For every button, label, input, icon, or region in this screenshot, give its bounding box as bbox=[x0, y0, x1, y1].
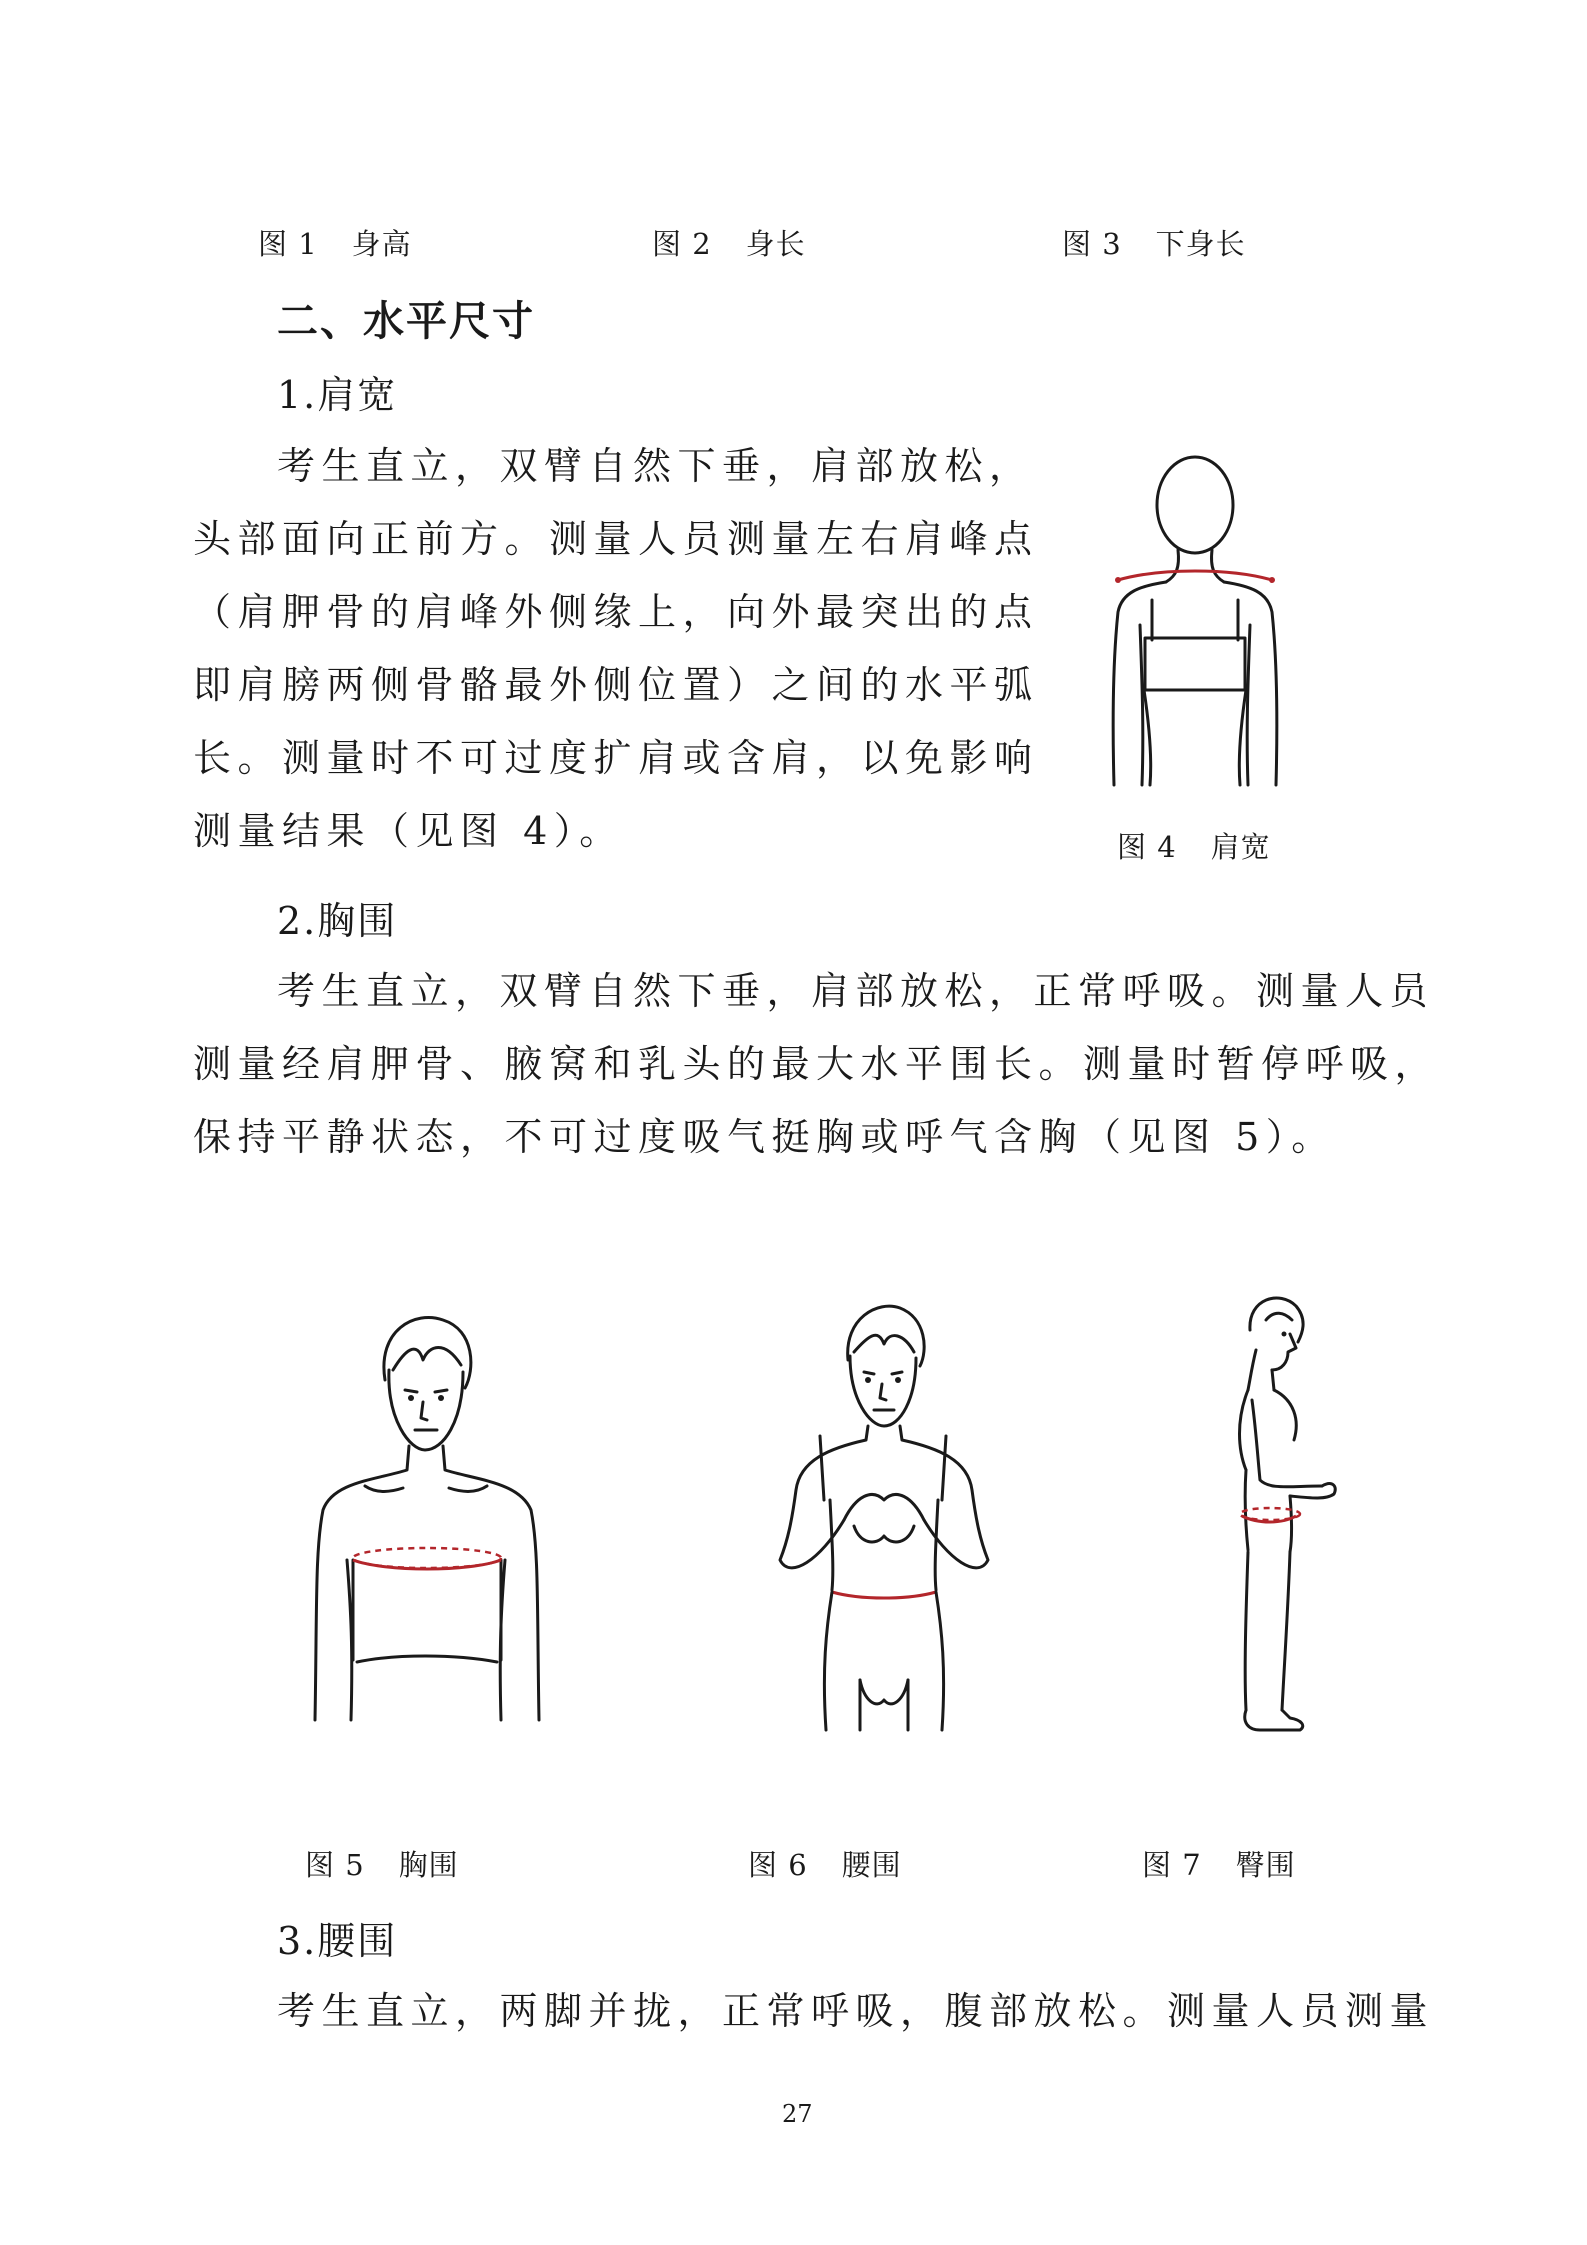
caption-fig4 bbox=[1117, 825, 1271, 866]
section-title: 二、水平尺寸 bbox=[277, 297, 535, 345]
caption-num: 图 7 bbox=[1142, 1848, 1202, 1882]
caption-num: 图 5 bbox=[305, 1848, 365, 1882]
caption-fig2 bbox=[652, 222, 806, 263]
caption-num: 图 4 bbox=[1117, 830, 1177, 864]
caption-label: 腰围 bbox=[841, 1848, 902, 1882]
caption-label: 下身长 bbox=[1155, 227, 1246, 261]
text-line: 测量结果（见图 4）。 bbox=[193, 809, 624, 853]
heading-waist: 3.腰围 bbox=[277, 1919, 398, 1963]
figure-hip-side-view bbox=[1230, 1290, 1360, 1740]
caption-label: 身长 bbox=[745, 227, 806, 261]
caption-label: 身高 bbox=[351, 227, 412, 261]
caption-num: 图 2 bbox=[652, 227, 712, 261]
caption-fig7 bbox=[1142, 1843, 1296, 1884]
text-line: 头部面向正前方。测量人员测量左右肩峰点 bbox=[193, 517, 1039, 561]
caption-num: 图 6 bbox=[748, 1848, 808, 1882]
paragraph-chest bbox=[193, 955, 1439, 1174]
caption-num: 图 3 bbox=[1062, 227, 1122, 261]
text-line: 考生直立，双臂自然下垂，肩部放松， bbox=[277, 444, 1034, 488]
figure-shoulder-back-view bbox=[1100, 450, 1290, 795]
caption-fig6 bbox=[748, 1843, 902, 1884]
figure-chest-front-view bbox=[305, 1310, 545, 1730]
text-line: 考生直立，双臂自然下垂，肩部放松，正常呼吸。测量人员 bbox=[277, 969, 1435, 1013]
caption-fig1 bbox=[258, 222, 412, 263]
caption-num: 图 1 bbox=[258, 227, 318, 261]
figure-waist-front-view bbox=[760, 1300, 1000, 1740]
caption-label: 胸围 bbox=[398, 1848, 459, 1882]
text-line: 保持平静状态，不可过度吸气挺胸或呼气含胸（见图 5）。 bbox=[193, 1115, 1336, 1159]
paragraph-shoulder-width bbox=[193, 430, 1039, 868]
caption-label: 肩宽 bbox=[1210, 830, 1271, 864]
heading-chest: 2.胸围 bbox=[277, 899, 398, 943]
text-line: （肩胛骨的肩峰外侧缘上，向外最突出的点 bbox=[193, 590, 1039, 634]
caption-fig3 bbox=[1062, 222, 1246, 263]
caption-fig5 bbox=[305, 1843, 459, 1884]
text-line: 即肩膀两侧骨骼最外侧位置）之间的水平弧 bbox=[193, 663, 1039, 707]
text-line: 考生直立，两脚并拢，正常呼吸，腹部放松。测量人员测量 bbox=[277, 1989, 1435, 2033]
text-line: 长。测量时不可过度扩肩或含肩，以免影响 bbox=[193, 736, 1039, 780]
text-line: 测量经肩胛骨、腋窝和乳头的最大水平围长。测量时暂停呼吸， bbox=[193, 1042, 1440, 1086]
caption-label: 臀围 bbox=[1235, 1848, 1296, 1882]
paragraph-waist bbox=[277, 1975, 1434, 2048]
page-number: 27 bbox=[782, 2100, 813, 2128]
heading-shoulder-width: 1.肩宽 bbox=[277, 373, 398, 417]
